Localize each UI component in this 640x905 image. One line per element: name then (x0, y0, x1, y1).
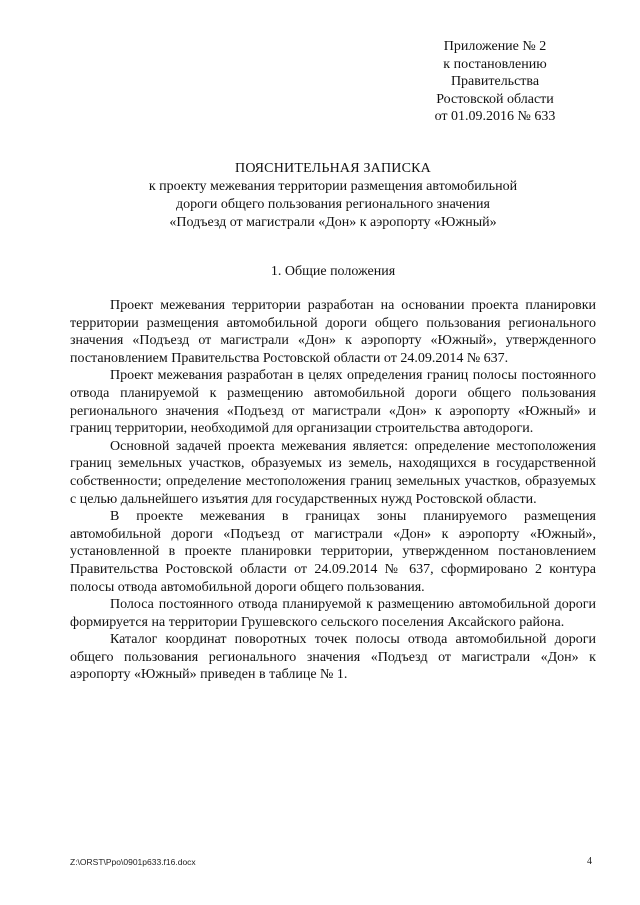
appendix-line: Ростовской области (436, 91, 554, 107)
body-paragraph: Проект межевания разработан в целях определения границ полосы постоянного отвода планируемой к размещению автомобильной дороги общего пользования регионального значения «Подъезд от магистрали «Дон» к аэропорту «Южный» и границ территории, необходимой для организации строительства автодороги. (70, 368, 596, 437)
body-paragraph: Полоса постоянного отвода планируемой к размещению автомобильной дороги формируется на территории Грушевского сельского поселения Аксайского района. (70, 597, 596, 630)
document-title-block (70, 160, 596, 232)
appendix-block (420, 38, 570, 126)
body-paragraph: Основной задачей проекта межевания является: определение местоположения границ земельных участков, образуемых из земель, находящихся в государственной собственности; определение местоположения границ земельных участков, образуемых с целью дальнейшего изъятия для государственных нужд Ростовской области. (70, 438, 596, 507)
body-paragraph: В проекте межевания в границах зоны планируемого размещения автомобильной дороги «Подъезд от магистрали «Дон» к аэропорту «Южный», установленной в проекте планировки территории, утвержденном постановлением Правительства Ростовской области от 24.09.2014 № 637, сформировано 2 контура полосы отвода автомобильной дороги общего пользования. (70, 509, 596, 595)
appendix-line: к постановлению (443, 56, 547, 72)
footer-file-path: Z:\ORST\Ppo\0901p633.f16.docx (70, 857, 196, 867)
appendix-line: Приложение № 2 (443, 39, 547, 54)
body-paragraph: Проект межевания территории разработан на основании проекта планировки территории размещения автомобильной дороги общего пользования регионального значения «Подъезд от магистрали «Дон» к аэропорту «Южный», утвержденного постановлением Правительства Ростовской области от 24.09.2014 № 637. (70, 298, 596, 366)
document-subtitle-line: к проекту межевания территории размещения автомобильной (148, 179, 518, 194)
page-number: 4 (587, 856, 592, 867)
section-heading: 1. Общие положения (270, 264, 396, 279)
document-subtitle-line: «Подъезд от магистрали «Дон» к аэропорту «Южный» (169, 215, 497, 230)
appendix-line: от 01.09.2016 № 633 (434, 109, 556, 124)
body-paragraph: Каталог координат поворотных точек полосы отвода автомобильной дороги общего пользования регионального значения «Подъезд от магистрали «Дон» к аэропорту «Южный» приведен в таблице № 1. (70, 632, 596, 683)
document-title: ПОЯСНИТЕЛЬНАЯ ЗАПИСКА (235, 161, 431, 176)
section-body (70, 297, 596, 684)
document-subtitle-line: дороги общего пользования регионального значения (176, 197, 490, 212)
appendix-line: Правительства (450, 74, 540, 89)
